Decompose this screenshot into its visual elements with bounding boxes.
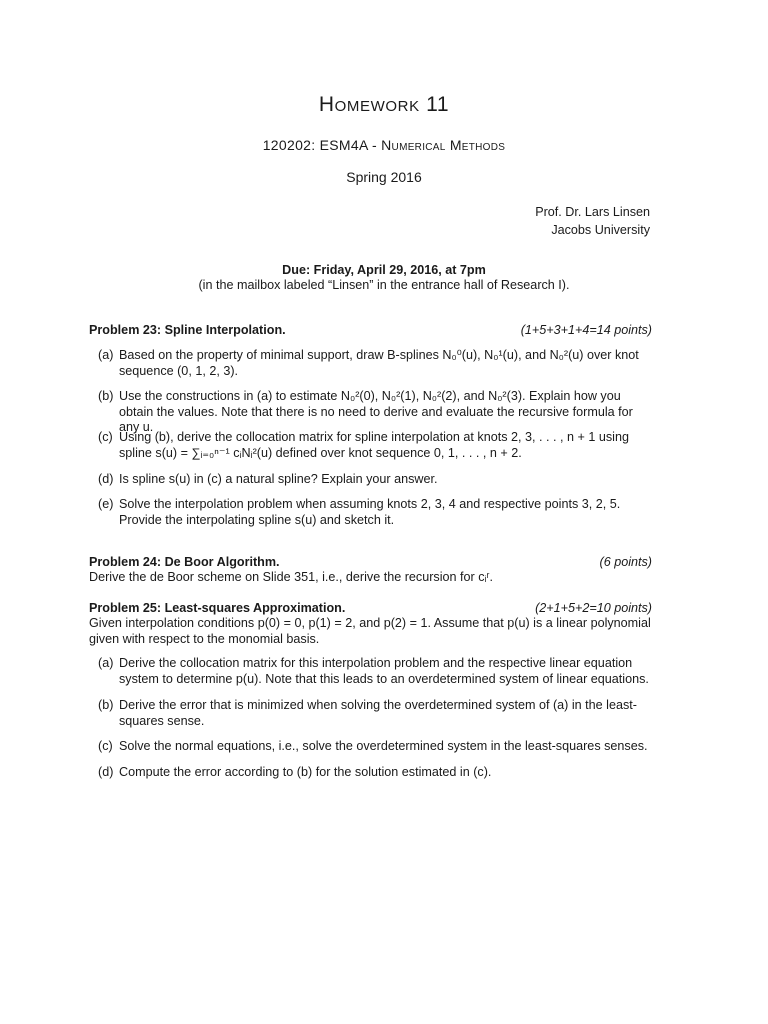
item-text: Derive the collocation matrix for this interpolation problem and the respective linear equation system to determine p(u). Note that this leads to an overdetermined system of linear equations. — [119, 656, 649, 686]
course-name: 120202: ESM4A - Numerical Methods — [262, 137, 506, 153]
problem-item — [89, 765, 652, 781]
page-title: Homework 11 — [318, 93, 450, 116]
problem-item — [89, 698, 652, 729]
problem-item — [89, 472, 652, 488]
problem-header — [89, 322, 652, 338]
item-label: (b) — [98, 698, 114, 712]
due-date: Due: Friday, April 29, 2016, at 7pm — [282, 263, 486, 277]
problem-header — [89, 554, 652, 570]
problem-25 — [89, 600, 652, 779]
problem-points: (2+1+5+2=10 points) — [535, 601, 652, 615]
item-label: (b) — [98, 389, 114, 403]
problem-title: Problem 24: De Boor Algorithm. — [89, 555, 280, 569]
item-text: Use the constructions in (a) to estimate N₀²(0), N₀²(1), N₀²(2), and N₀²(3). Explain how you obtain the values. Note that there is no need to derive and evaluate the recursive formula for any u. — [119, 389, 633, 434]
problem-item — [89, 389, 652, 436]
problem-item — [89, 656, 652, 687]
item-text: Is spline s(u) in (c) a natural spline? Explain your answer. — [119, 472, 438, 486]
item-label: (d) — [98, 472, 114, 486]
term: Spring 2016 — [346, 169, 422, 185]
problem-item — [89, 497, 652, 528]
problem-item — [89, 348, 652, 379]
problem-item — [89, 430, 652, 461]
item-text: Using (b), derive the collocation matrix for spline interpolation at knots 2, 3, . . . , n + 1 using spline s(u) = ∑ᵢ₌₀ⁿ⁻¹ cᵢNᵢ²(u) defined over knot sequence 0, 1, . . . , n + 2. — [119, 430, 629, 460]
problem-intro: Derive the de Boor scheme on Slide 351, i.e., derive the recursion for cᵢʳ. — [89, 570, 494, 584]
problem-23 — [89, 322, 652, 527]
item-label: (a) — [98, 656, 114, 670]
problem-header — [89, 600, 652, 616]
item-label: (c) — [98, 430, 113, 444]
problem-item — [89, 739, 652, 755]
item-text: Solve the normal equations, i.e., solve the overdetermined system in the least-squares senses. — [119, 739, 648, 753]
item-label: (e) — [98, 497, 114, 511]
item-label: (a) — [98, 348, 114, 362]
problem-points: (1+5+3+1+4=14 points) — [520, 323, 652, 337]
due-note: (in the mailbox labeled “Linsen” in the entrance hall of Research I). — [198, 278, 570, 292]
problem-intro: Given interpolation conditions p(0) = 0, p(1) = 2, and p(2) = 1. Assume that p(u) is a linear polynomial given with respect to the monomial basis. — [89, 616, 651, 646]
problem-points: (6 points) — [599, 555, 652, 569]
author-block — [535, 203, 650, 239]
problem-title: Problem 23: Spline Interpolation. — [89, 323, 286, 337]
problem-title: Problem 25: Least-squares Approximation. — [89, 601, 346, 615]
item-text: Solve the interpolation problem when assuming knots 2, 3, 4 and respective points 3, 2, 5. Provide the interpolating spline s(u) and sketch it. — [119, 497, 621, 527]
due-block — [0, 263, 768, 293]
problem-24 — [89, 554, 652, 586]
item-text: Based on the property of minimal support, draw B-splines N₀⁰(u), N₀¹(u), and N₀²(u) over knot sequence (0, 1, 2, 3). — [119, 348, 639, 378]
author-affiliation: Jacobs University — [551, 223, 650, 237]
item-text: Derive the error that is minimized when solving the overdetermined system of (a) in the least-squares sense. — [119, 698, 637, 728]
item-text: Compute the error according to (b) for the solution estimated in (c). — [119, 765, 492, 779]
author-name: Prof. Dr. Lars Linsen — [535, 205, 650, 219]
item-label: (c) — [98, 739, 113, 753]
item-label: (d) — [98, 765, 114, 779]
